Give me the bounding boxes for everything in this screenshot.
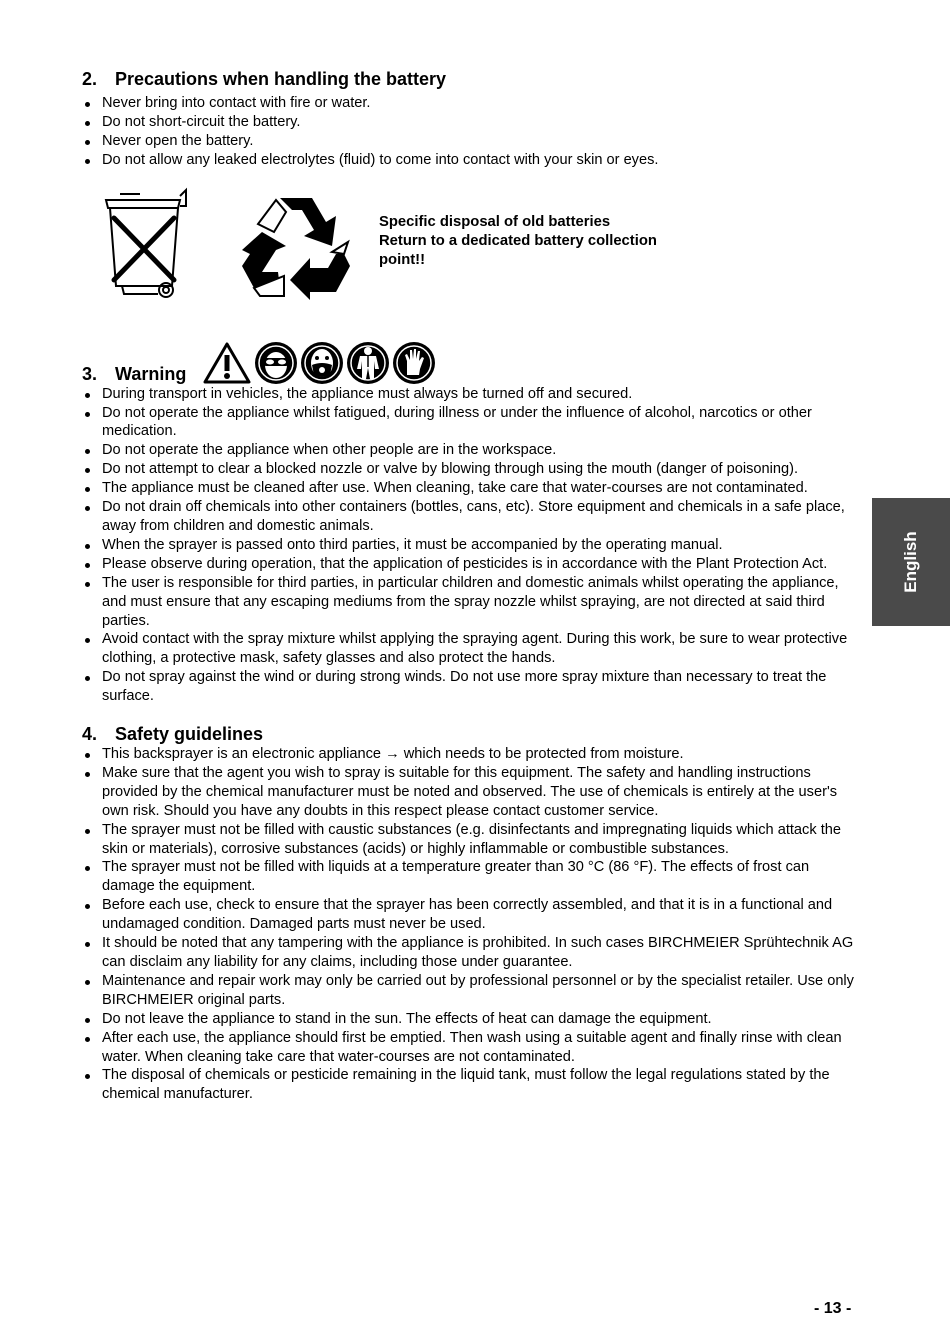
list-item: This backsprayer is an electronic appliance → which needs to be protected from moisture. [82, 745, 862, 764]
list-item: Do not short-circuit the battery. [82, 113, 862, 132]
list-item: During transport in vehicles, the appliance must always be turned off and secured. [82, 385, 862, 404]
list-item: Do not operate the appliance whilst fatigued, during illness or under the influence of alcohol, narcotics or other medication. [82, 404, 862, 442]
disposal-line: Return to a dedicated battery collection [379, 232, 657, 249]
page-content [82, 68, 862, 1104]
list-item: Make sure that the agent you wish to spray is suitable for this equipment. The safety and handling instructions provided by the chemical manufacturer must be noted and observed. The use of chemicals is entirely at the user's own risk. Should you have any doubts in this respect please contact customer service. [82, 764, 862, 821]
protective-clothing-icon [346, 341, 390, 385]
list-item: Do not leave the appliance to stand in the sun. The effects of heat can damage the equipment. [82, 1010, 862, 1029]
section-3-number: 3. [82, 363, 98, 384]
list-item: Do not drain off chemicals into other containers (bottles, cans, etc). Store equipment and chemicals in a safe place, away from children and domestic animals. [82, 498, 862, 536]
section-2-list [82, 94, 862, 170]
page-number: - 13 - [814, 1300, 852, 1317]
list-item: It should be noted that any tampering with the appliance is prohibited. In such cases BIRCHMEIER Sprühtechnik AG can disclaim any liability for any claims, including those under guarantee. [82, 934, 862, 972]
section-3-list [82, 385, 862, 706]
list-item: Before each use, check to ensure that the sprayer has been correctly assembled, and that it is in a functional and undamaged condition. Damaged parts must never be used. [82, 896, 862, 934]
section-4-title: Safety guidelines [115, 724, 264, 745]
ppe-icons [202, 341, 436, 385]
section-3-heading [82, 363, 186, 385]
disposal-line: Specific disposal of old batteries [379, 213, 611, 230]
list-item: After each use, the appliance should first be emptied. Then wash using a suitable agent and finally rinse with clean water. When cleaning take care that water-courses are not contaminated. [82, 1029, 862, 1067]
list-item: Do not attempt to clear a blocked nozzle or valve by blowing through using the mouth (danger of poisoning). [82, 460, 862, 479]
disposal-line: point!! [379, 251, 426, 268]
section-4-heading [82, 723, 862, 745]
language-tab-label: English [901, 531, 920, 593]
language-tab [872, 498, 950, 626]
list-item: The sprayer must not be filled with caustic substances (e.g. disinfectants and impregnating liquids which attack the skin or materials), corrosive substances (acids) or highly inflammable or combustible substances. [82, 821, 862, 859]
section-4-number: 4. [82, 724, 98, 745]
section-3-header [82, 340, 862, 385]
list-item: Do not spray against the wind or during strong winds. Do not use more spray mixture than necessary to treat the surface. [82, 668, 862, 706]
goggles-icon [254, 341, 298, 385]
recycle-icon [240, 192, 352, 300]
list-item: Avoid contact with the spray mixture whilst applying the spraying agent. During this work, be sure to wear protective clothing, a protective mask, safety glasses and also protect the hands. [82, 630, 862, 668]
list-item: Maintenance and repair work may only be carried out by professional personnel or by the specialist retailer. Use only BIRCHMEIER original parts. [82, 972, 862, 1010]
list-item: The appliance must be cleaned after use. When cleaning, take care that water-courses are not contaminated. [82, 479, 862, 498]
section-3-title: Warning [115, 363, 187, 384]
list-item: The sprayer must not be filled with liquids at a temperature greater than 30 °C (86 °F). The effects of frost can damage the equipment. [82, 858, 862, 896]
section-4-list [82, 745, 862, 1104]
list-item: Never open the battery. [82, 132, 862, 151]
disposal-row [82, 170, 862, 340]
list-item: The user is responsible for third parties, in particular children and domestic animals whilst operating the appliance, and must ensure that any escaping mediums from the spray nozzle whilst spraying, are not directed at said third parties. [82, 574, 862, 631]
list-item: Do not allow any leaked electrolytes (fluid) to come into contact with your skin or eyes. [82, 151, 862, 170]
warning-triangle-icon [202, 341, 252, 385]
list-item: The disposal of chemicals or pesticide remaining in the liquid tank, must follow the legal regulations stated by the chemical manufacturer. [82, 1066, 862, 1104]
list-item: When the sprayer is passed onto third parties, it must be accompanied by the operating manual. [82, 536, 862, 555]
crossed-out-bin-icon [100, 186, 190, 300]
section-2-number: 2. [82, 69, 98, 89]
list-item: Please observe during operation, that the application of pesticides is in accordance with the Plant Protection Act. [82, 555, 862, 574]
section-2-title: Precautions when handling the battery [115, 69, 447, 89]
mask-icon [300, 341, 344, 385]
section-2-heading [82, 68, 862, 90]
disposal-note [379, 213, 657, 270]
gloves-icon [392, 341, 436, 385]
list-item: Never bring into contact with fire or water. [82, 94, 862, 113]
list-item: Do not operate the appliance when other people are in the workspace. [82, 441, 862, 460]
